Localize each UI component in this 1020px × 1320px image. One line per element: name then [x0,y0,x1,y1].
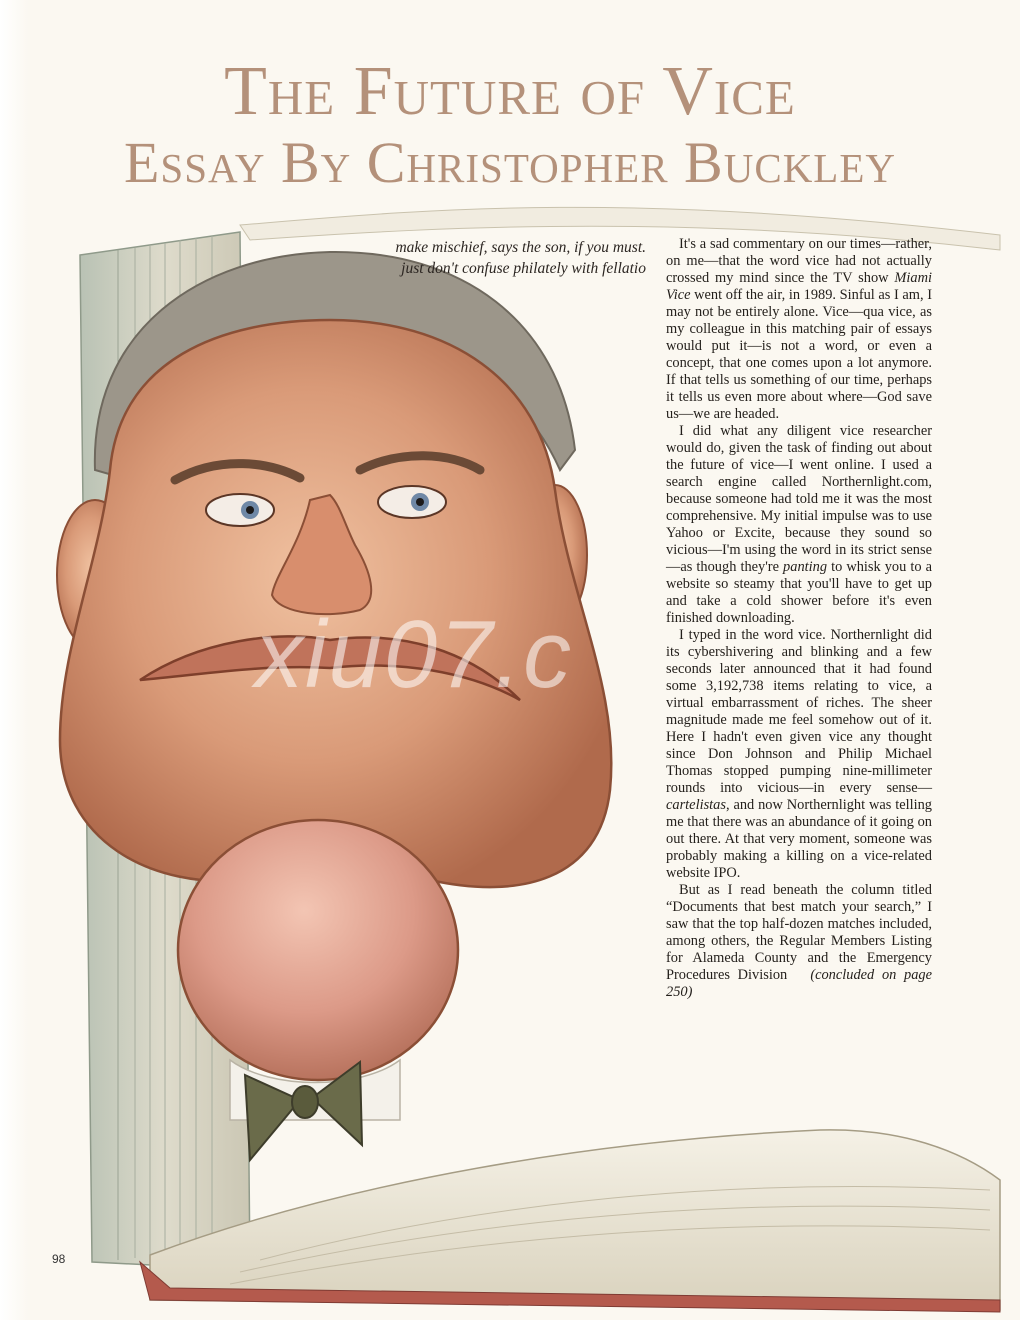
chin [178,820,458,1080]
watermark: xiu07.c [255,601,574,708]
article-body [666,236,932,1001]
left-eye [206,494,274,526]
paragraph: I did what any diligent vice researcher would do, given the task of finding out about the future of vice—I went online. I used a search engine called Northernlight.com, because someone had told me it was the most comprehensive. My initial impulse was to use Yahoo or Excite, because they sound so vicious—I'm using the word in its strict sense—as though they're panting to whisk you to a website so steamy that you'll have to get up and take a cold shower before it's even finished downloading. [666,423,932,626]
pull-quote: make mischief, says the son, if you must. just don't confuse philately with fellatio [395,239,646,277]
paragraph: But as I read beneath the column titled “Documents that best match your search,” I saw that the top half-dozen matches included, among others, the Regular Members Listing for Alameda County and the Emergency Procedures Division (concluded on page 250) [666,882,932,1000]
continuation-note: (concluded on page 250) [666,967,932,1000]
paragraph: It's a sad commentary on our times—rather, on me—that the word vice had not actually crossed my mind since the TV show Miami Vice went off the air, in 1989. Sinful as I am, I may not be entirely alone. Vice—qua vice, as my colleague in this matching pair of essays would put it—is not a word, or even a concept, that one comes upon a lot anymore. If that tells us something of our time, perhaps it tells us even more about where—God save us—we are headed. [666,236,932,422]
right-eye [378,486,446,518]
article-title: The Future of Vice [224,53,796,130]
article-byline: Essay By Christopher Buckley [123,130,897,195]
paragraph: I typed in the word vice. Northernlight did its cybershivering and blinking and a few seconds later announced that it had found some 3,192,738 items relating to vice, a virtual embarrassment of riches. The sheer magnitude made me feel somehow out of it. Here I hadn't even given vice any thought since Don Johnson and Philip Michael Thomas stopped pumping nine-millimeter rounds into vicious—in every sense—cartelistas, and now Northernlight was telling me that there was an abundance of it going on out there. At that very moment, someone was probably making a killing on a vice-related website IPO. [666,627,932,881]
open-book [140,1130,1000,1312]
page-number: 98 [52,1252,66,1266]
